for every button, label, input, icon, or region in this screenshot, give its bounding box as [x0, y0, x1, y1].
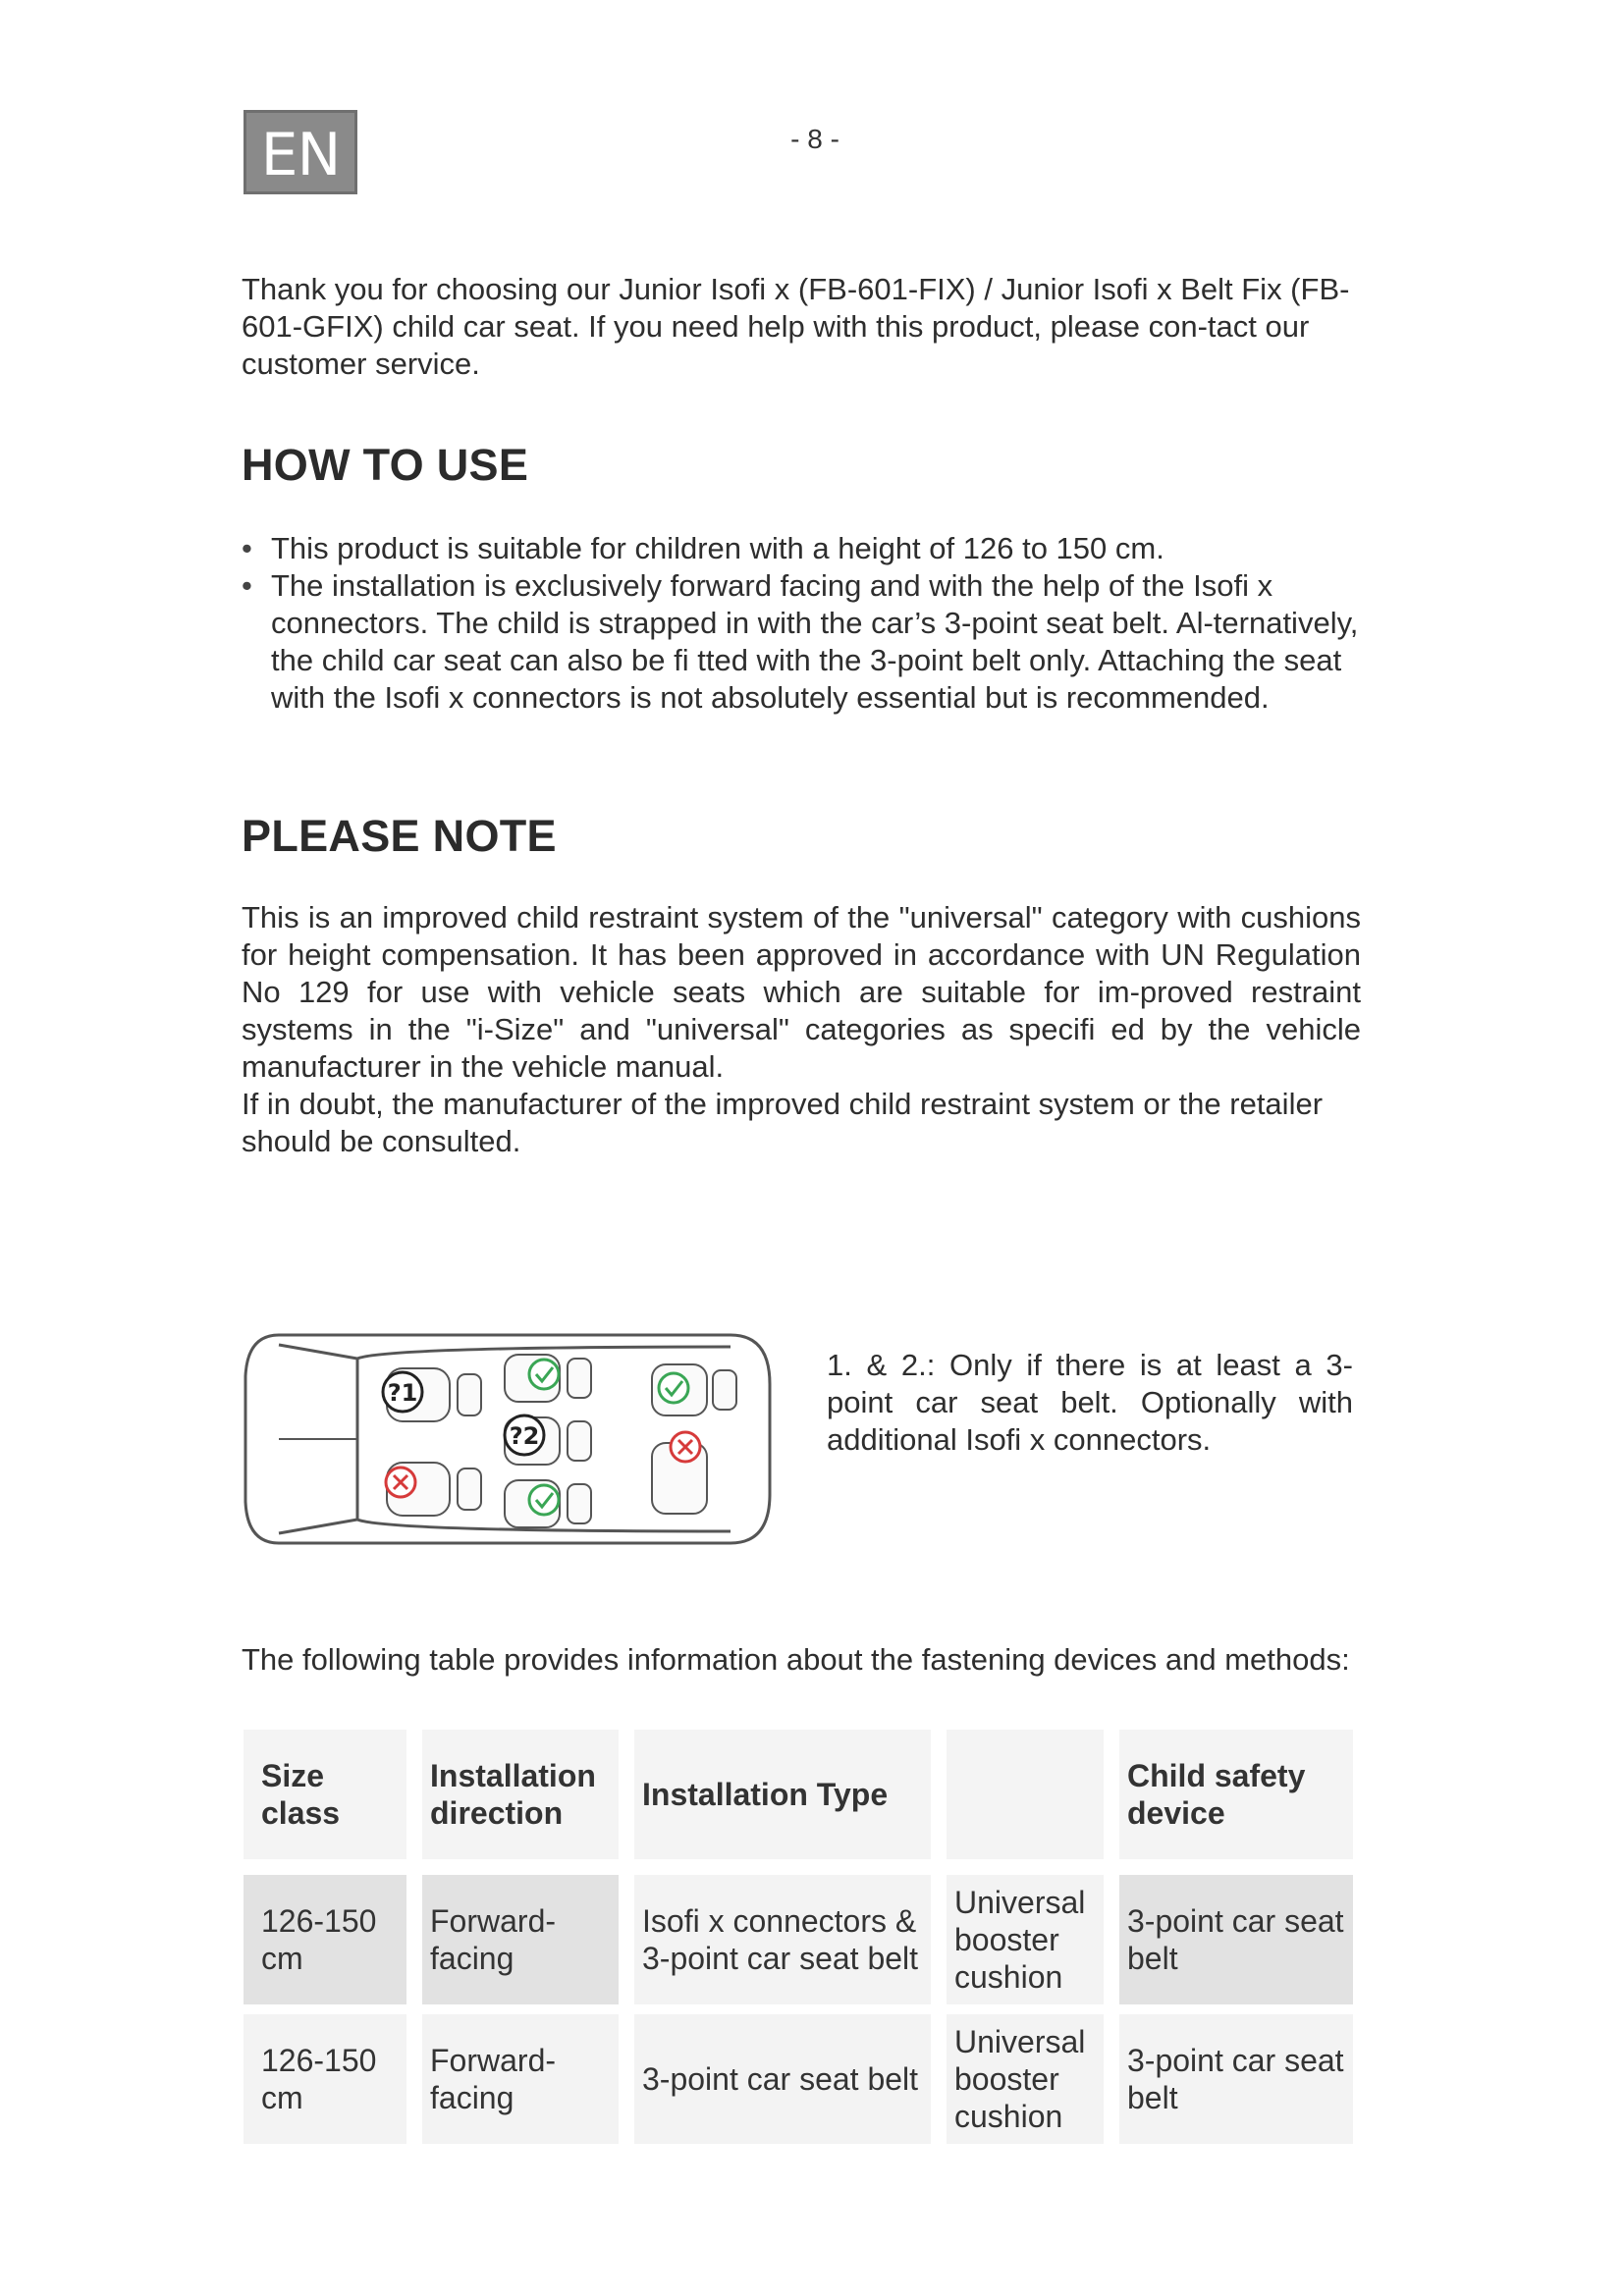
table-header-installation-type: Installation Type [634, 1730, 931, 1859]
table-cell: Universal booster cushion [947, 1875, 1104, 2004]
diagram-note: 1. & 2.: Only if there is at least a 3-point car seat belt. Optionally with additional Isofi x connectors. [827, 1348, 1353, 1457]
position-1-label: ?1 [387, 1379, 418, 1407]
car-seating-diagram [240, 1325, 780, 1553]
table-intro: The following table provides information about the fastening devices and methods: [242, 1642, 1350, 1677]
ok-marker [659, 1373, 688, 1403]
ok-marker [529, 1485, 559, 1515]
table-cell: 126-150 cm [244, 2014, 406, 2144]
table-cell: Universal booster cushion [947, 2014, 1104, 2144]
no-marker [671, 1432, 700, 1462]
list-item: • This product is suitable for children with a height of 126 to 150 cm. [242, 530, 1371, 567]
table-cell: 126-150 cm [244, 1875, 406, 2004]
intro-paragraph: Thank you for choosing our Junior Isofi x (FB-601-FIX) / Junior Isofi x Belt Fix (FB-601-GFIX) child car seat. If you need help with this product, please con-tact our customer service. [242, 272, 1350, 381]
table-cell: 3-point car seat belt [1119, 2014, 1353, 2144]
please-note-paragraph-2: If in doubt, the manufacturer of the improved child restraint system or the retailer should be consulted. [242, 1087, 1324, 1158]
ok-marker [529, 1360, 559, 1389]
please-note-paragraph: This is an improved child restraint system of the "universal" category with cushions for height compensation. It has been approved in accordance with UN Regulation No 129 for use with vehicle seats which are suitable for im-proved restraint systems in the "i-Size" and "universal" categories as specifi ed by the vehicle manufacturer in the vehicle manual. [242, 900, 1361, 1084]
table-header-child-safety-device: Child safety device [1119, 1730, 1353, 1859]
list-item: • The installation is exclusively forward facing and with the help of the Isofi x connectors. The child is strapped in with the car’s 3-point seat belt. Al-ternatively, the child car seat can also be fi tted with the 3-point belt only. Attaching the seat with the Isofi x connectors is not absolutely essential but is recommended. [242, 567, 1371, 717]
position-1-marker [383, 1372, 422, 1412]
table-header-blank [947, 1730, 1104, 1859]
how-to-use-list [242, 530, 1371, 717]
how-to-use-heading: HOW TO USE [242, 440, 529, 490]
table-header-size-class: Size class [244, 1730, 406, 1859]
table-cell: Isofi x connectors & 3-point car seat belt [634, 1875, 931, 2004]
table-header-installation-direction: Installation direction [422, 1730, 619, 1859]
table-cell: 3-point car seat belt [634, 2014, 931, 2144]
no-marker [386, 1468, 415, 1497]
please-note-heading: PLEASE NOTE [242, 811, 557, 861]
page-number: - 8 - [790, 124, 839, 154]
table-cell: Forward-facing [422, 1875, 619, 2004]
table-cell: Forward-facing [422, 2014, 619, 2144]
position-2-label: ?2 [509, 1422, 540, 1450]
position-2-marker [505, 1415, 544, 1455]
language-badge: EN [244, 110, 357, 194]
table-cell: 3-point car seat belt [1119, 1875, 1353, 2004]
